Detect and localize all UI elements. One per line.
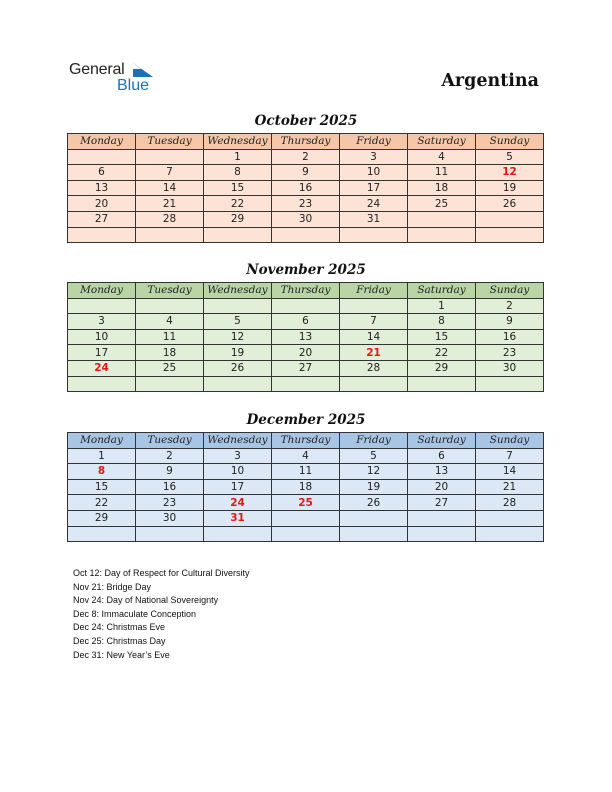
day-cell: 11 xyxy=(408,165,476,181)
day-cell: 5 xyxy=(340,448,408,464)
week-row xyxy=(68,479,544,495)
day-cell: 12 xyxy=(340,464,408,480)
week-row xyxy=(68,464,544,480)
empty-day-cell xyxy=(476,211,544,227)
weekday-header: Thursday xyxy=(272,433,340,449)
empty-day-cell xyxy=(272,510,340,526)
empty-day-cell xyxy=(408,526,476,542)
weekday-header: Saturday xyxy=(408,283,476,299)
month-title-november: November 2025 xyxy=(246,262,366,278)
day-cell: 7 xyxy=(340,314,408,330)
weekday-header: Monday xyxy=(68,134,136,150)
day-cell: 15 xyxy=(68,479,136,495)
weekday-header: Wednesday xyxy=(204,134,272,150)
day-cell: 9 xyxy=(272,165,340,181)
week-row xyxy=(68,376,544,392)
day-cell: 28 xyxy=(136,211,204,227)
empty-day-cell xyxy=(204,376,272,392)
holiday-item: Dec 25: Christmas Day xyxy=(73,635,166,646)
day-cell: 20 xyxy=(408,479,476,495)
week-row xyxy=(68,165,544,181)
holiday-item: Oct 12: Day of Respect for Cultural Diversity xyxy=(73,568,250,578)
day-cell: 22 xyxy=(204,196,272,212)
generalblue-logo xyxy=(69,60,169,96)
day-cell: 3 xyxy=(68,314,136,330)
day-cell: 29 xyxy=(68,510,136,526)
day-cell: 20 xyxy=(68,196,136,212)
week-row xyxy=(68,314,544,330)
holiday-item: Nov 21: Bridge Day xyxy=(73,581,152,592)
weekday-header: Saturday xyxy=(408,134,476,150)
day-cell: 27 xyxy=(272,360,340,376)
day-cell: 28 xyxy=(476,495,544,511)
day-cell: 19 xyxy=(204,345,272,361)
day-cell: 26 xyxy=(476,196,544,212)
day-cell: 27 xyxy=(68,211,136,227)
holiday-day-cell: 31 xyxy=(204,510,272,526)
weekday-header: Sunday xyxy=(476,283,544,299)
day-cell: 25 xyxy=(136,360,204,376)
week-row xyxy=(68,510,544,526)
day-cell: 28 xyxy=(340,360,408,376)
day-cell: 4 xyxy=(136,314,204,330)
day-cell: 2 xyxy=(476,298,544,314)
holiday-day-cell: 25 xyxy=(272,495,340,511)
empty-day-cell xyxy=(476,376,544,392)
day-cell: 18 xyxy=(408,180,476,196)
calendar-december xyxy=(67,432,544,542)
week-row xyxy=(68,196,544,212)
month-title-december: December 2025 xyxy=(246,412,366,428)
calendar-body xyxy=(68,149,544,243)
day-cell: 1 xyxy=(408,298,476,314)
calendar-october xyxy=(67,133,544,243)
day-cell: 26 xyxy=(204,360,272,376)
day-cell: 17 xyxy=(204,479,272,495)
holiday-item: Nov 24: Day of National Sovereignty xyxy=(73,595,219,606)
day-cell: 9 xyxy=(476,314,544,330)
day-cell: 6 xyxy=(408,448,476,464)
weekday-header-row xyxy=(68,283,544,299)
week-row xyxy=(68,149,544,165)
empty-day-cell xyxy=(340,376,408,392)
weekday-header: Saturday xyxy=(408,433,476,449)
weekday-header: Sunday xyxy=(476,134,544,150)
empty-day-cell xyxy=(476,227,544,243)
day-cell: 1 xyxy=(68,448,136,464)
empty-day-cell xyxy=(340,526,408,542)
day-cell: 7 xyxy=(136,165,204,181)
holiday-item: Dec 31: New Year’s Eve xyxy=(73,649,170,660)
empty-day-cell xyxy=(136,376,204,392)
day-cell: 10 xyxy=(340,165,408,181)
day-cell: 30 xyxy=(136,510,204,526)
empty-day-cell xyxy=(272,526,340,542)
week-row xyxy=(68,495,544,511)
day-cell: 22 xyxy=(408,345,476,361)
day-cell: 16 xyxy=(272,180,340,196)
day-cell: 12 xyxy=(204,329,272,345)
week-row xyxy=(68,180,544,196)
holiday-list xyxy=(73,567,250,662)
day-cell: 30 xyxy=(272,211,340,227)
day-cell: 17 xyxy=(68,345,136,361)
day-cell: 15 xyxy=(204,180,272,196)
weekday-header: Monday xyxy=(68,283,136,299)
day-cell: 5 xyxy=(204,314,272,330)
calendar-body xyxy=(68,298,544,392)
empty-day-cell xyxy=(68,298,136,314)
weekday-header: Thursday xyxy=(272,134,340,150)
calendar-november xyxy=(67,282,544,392)
day-cell: 11 xyxy=(272,464,340,480)
day-cell: 1 xyxy=(204,149,272,165)
logo-blue-text: Blue xyxy=(117,77,150,94)
empty-day-cell xyxy=(204,526,272,542)
weekday-header: Friday xyxy=(340,134,408,150)
weekday-header: Tuesday xyxy=(136,433,204,449)
week-row xyxy=(68,329,544,345)
day-cell: 16 xyxy=(476,329,544,345)
day-cell: 14 xyxy=(340,329,408,345)
week-row xyxy=(68,360,544,376)
day-cell: 21 xyxy=(476,479,544,495)
empty-day-cell xyxy=(408,211,476,227)
day-cell: 6 xyxy=(272,314,340,330)
empty-day-cell xyxy=(476,526,544,542)
day-cell: 25 xyxy=(408,196,476,212)
empty-day-cell xyxy=(68,227,136,243)
weekday-header-row xyxy=(68,134,544,150)
weekday-header: Thursday xyxy=(272,283,340,299)
day-cell: 31 xyxy=(340,211,408,227)
day-cell: 4 xyxy=(408,149,476,165)
day-cell: 6 xyxy=(68,165,136,181)
weekday-header: Sunday xyxy=(476,433,544,449)
day-cell: 14 xyxy=(476,464,544,480)
weekday-header: Friday xyxy=(340,283,408,299)
weekday-header: Tuesday xyxy=(136,283,204,299)
week-row xyxy=(68,526,544,542)
day-cell: 22 xyxy=(68,495,136,511)
weekday-header: Friday xyxy=(340,433,408,449)
day-cell: 2 xyxy=(136,448,204,464)
day-cell: 4 xyxy=(272,448,340,464)
empty-day-cell xyxy=(136,149,204,165)
empty-day-cell xyxy=(68,526,136,542)
holiday-day-cell: 24 xyxy=(68,360,136,376)
day-cell: 23 xyxy=(272,196,340,212)
holiday-day-cell: 8 xyxy=(68,464,136,480)
day-cell: 16 xyxy=(136,479,204,495)
day-cell: 2 xyxy=(272,149,340,165)
day-cell: 9 xyxy=(136,464,204,480)
day-cell: 13 xyxy=(272,329,340,345)
week-row xyxy=(68,227,544,243)
day-cell: 15 xyxy=(408,329,476,345)
empty-day-cell xyxy=(408,510,476,526)
holiday-item: Dec 8: Immaculate Conception xyxy=(73,608,197,619)
logo-general-text: General xyxy=(69,61,125,78)
holiday-day-cell: 12 xyxy=(476,165,544,181)
day-cell: 30 xyxy=(476,360,544,376)
empty-day-cell xyxy=(68,376,136,392)
holiday-day-cell: 24 xyxy=(204,495,272,511)
calendar-body xyxy=(68,448,544,542)
empty-day-cell xyxy=(136,298,204,314)
day-cell: 8 xyxy=(408,314,476,330)
day-cell: 11 xyxy=(136,329,204,345)
day-cell: 19 xyxy=(476,180,544,196)
week-row xyxy=(68,211,544,227)
day-cell: 7 xyxy=(476,448,544,464)
empty-day-cell xyxy=(68,149,136,165)
day-cell: 29 xyxy=(204,211,272,227)
empty-day-cell xyxy=(136,526,204,542)
week-row xyxy=(68,345,544,361)
day-cell: 26 xyxy=(340,495,408,511)
weekday-header: Monday xyxy=(68,433,136,449)
day-cell: 19 xyxy=(340,479,408,495)
empty-day-cell xyxy=(204,298,272,314)
day-cell: 23 xyxy=(476,345,544,361)
empty-day-cell xyxy=(272,298,340,314)
day-cell: 3 xyxy=(204,448,272,464)
day-cell: 14 xyxy=(136,180,204,196)
empty-day-cell xyxy=(476,510,544,526)
empty-day-cell xyxy=(204,227,272,243)
week-row xyxy=(68,448,544,464)
day-cell: 13 xyxy=(68,180,136,196)
triangle-flag-icon xyxy=(133,63,153,77)
day-cell: 10 xyxy=(204,464,272,480)
day-cell: 8 xyxy=(204,165,272,181)
day-cell: 20 xyxy=(272,345,340,361)
week-row xyxy=(68,298,544,314)
month-title-october: October 2025 xyxy=(254,113,358,129)
empty-day-cell xyxy=(272,376,340,392)
day-cell: 24 xyxy=(340,196,408,212)
day-cell: 21 xyxy=(136,196,204,212)
weekday-header: Tuesday xyxy=(136,134,204,150)
empty-day-cell xyxy=(340,298,408,314)
day-cell: 13 xyxy=(408,464,476,480)
day-cell: 23 xyxy=(136,495,204,511)
holiday-day-cell: 21 xyxy=(340,345,408,361)
day-cell: 29 xyxy=(408,360,476,376)
weekday-header: Wednesday xyxy=(204,283,272,299)
weekday-header: Wednesday xyxy=(204,433,272,449)
day-cell: 5 xyxy=(476,149,544,165)
day-cell: 10 xyxy=(68,329,136,345)
empty-day-cell xyxy=(408,376,476,392)
empty-day-cell xyxy=(340,510,408,526)
day-cell: 18 xyxy=(272,479,340,495)
day-cell: 17 xyxy=(340,180,408,196)
country-title: Argentina xyxy=(441,71,539,91)
day-cell: 3 xyxy=(340,149,408,165)
holiday-item: Dec 24: Christmas Eve xyxy=(73,622,166,633)
day-cell: 27 xyxy=(408,495,476,511)
empty-day-cell xyxy=(340,227,408,243)
empty-day-cell xyxy=(408,227,476,243)
day-cell: 18 xyxy=(136,345,204,361)
empty-day-cell xyxy=(136,227,204,243)
empty-day-cell xyxy=(272,227,340,243)
weekday-header-row xyxy=(68,433,544,449)
